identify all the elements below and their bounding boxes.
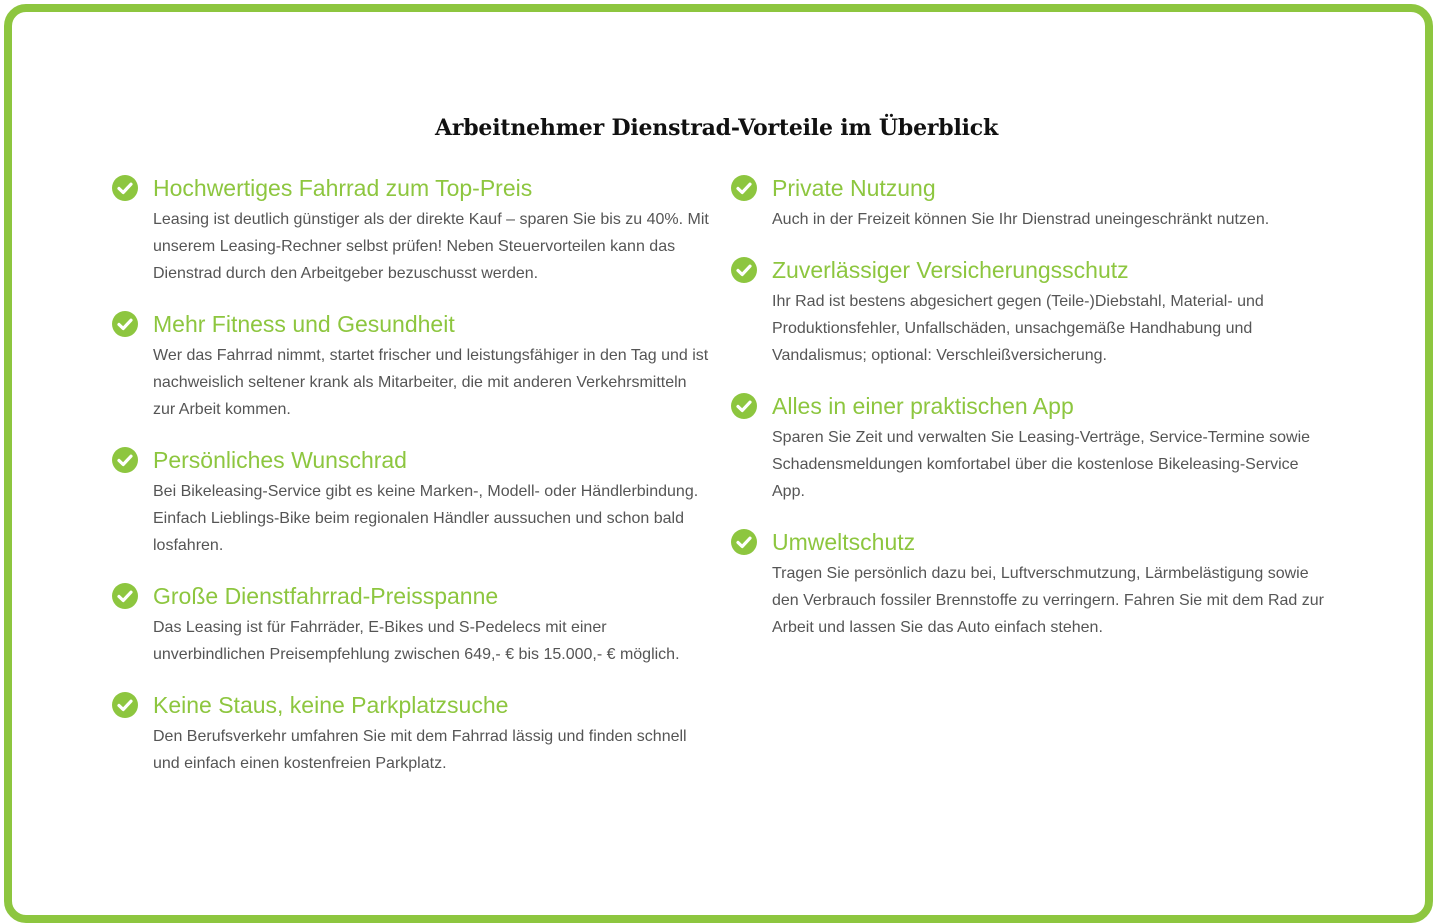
benefit-item [112, 308, 712, 423]
benefit-item [112, 172, 712, 287]
benefits-column-left [112, 172, 712, 798]
benefit-item [731, 390, 1331, 505]
check-circle-icon [112, 692, 138, 718]
check-circle-icon [731, 257, 757, 283]
benefit-description: Tragen Sie persönlich dazu bei, Luftverschmutzung, Lärmbelästigung sowie den Verbrauch fossiler Brennstoffe zu verringern. Fahren Sie mit dem Rad zur Arbeit und lassen Sie das Auto einfach stehen. [772, 565, 1324, 636]
check-circle-icon [731, 393, 757, 419]
benefit-item [731, 254, 1331, 369]
benefit-title: Keine Staus, keine Parkplatzsuche [153, 692, 509, 718]
benefit-item [731, 526, 1331, 641]
benefit-description: Auch in der Freizeit können Sie Ihr Dienstrad uneingeschränkt nutzen. [772, 211, 1270, 228]
check-circle-icon [731, 175, 757, 201]
check-circle-icon [112, 175, 138, 201]
benefits-column-right [731, 172, 1331, 662]
check-circle-icon [731, 529, 757, 555]
benefit-description: Leasing ist deutlich günstiger als der direkte Kauf – sparen Sie bis zu 40%. Mit unserem Leasing-Rechner selbst prüfen! Neben Steuervorteilen kann das Dienstrad durch den Arbeitgeber bezuschusst werden. [153, 211, 709, 282]
benefit-item [731, 172, 1331, 233]
benefit-title: Private Nutzung [772, 175, 936, 201]
check-circle-icon [112, 447, 138, 473]
benefit-title: Alles in einer praktischen App [772, 393, 1074, 419]
benefit-description: Den Berufsverkehr umfahren Sie mit dem Fahrrad lässig und finden schnell und einfach einen kostenfreien Parkplatz. [153, 728, 687, 772]
benefit-title: Zuverlässiger Versicherungsschutz [772, 257, 1129, 283]
benefit-item [112, 580, 712, 668]
benefit-item [112, 689, 712, 777]
benefit-title: Persönliches Wunschrad [153, 447, 407, 473]
check-circle-icon [112, 311, 138, 337]
benefit-description: Das Leasing ist für Fahrräder, E-Bikes und S-Pedelecs mit einer unverbindlichen Preisempfehlung zwischen 649,- € bis 15.000,- € möglich. [153, 619, 680, 663]
page-title: Arbeitnehmer Dienstrad-Vorteile im Überblick [434, 115, 999, 141]
benefit-description: Ihr Rad ist bestens abgesichert gegen (Teile-)Diebstahl, Material- und Produktionsfehler, Unfallschäden, unsachgemäße Handhabung und Vandalismus; optional: Verschleißversicherung. [772, 293, 1264, 364]
benefit-description: Bei Bikeleasing-Service gibt es keine Marken-, Modell- oder Händlerbindung. Einfach Lieblings-Bike beim regionalen Händler aussuchen und schon bald losfahren. [153, 483, 699, 554]
benefit-title: Umweltschutz [772, 529, 916, 555]
benefit-description: Sparen Sie Zeit und verwalten Sie Leasing-Verträge, Service-Termine sowie Schadensmeldungen komfortabel über die kostenlose Bikeleasing-Service App. [772, 429, 1311, 500]
benefit-title: Mehr Fitness und Gesundheit [153, 311, 455, 337]
benefit-item [112, 444, 712, 559]
benefit-title: Hochwertiges Fahrrad zum Top-Preis [153, 175, 533, 201]
benefit-description: Wer das Fahrrad nimmt, startet frischer und leistungsfähiger in den Tag und ist nachweislich seltener krank als Mitarbeiter, die mit anderen Verkehrsmitteln zur Arbeit kommen. [153, 347, 709, 418]
check-circle-icon [112, 583, 138, 609]
benefit-title: Große Dienstfahrrad-Preisspanne [153, 583, 499, 609]
